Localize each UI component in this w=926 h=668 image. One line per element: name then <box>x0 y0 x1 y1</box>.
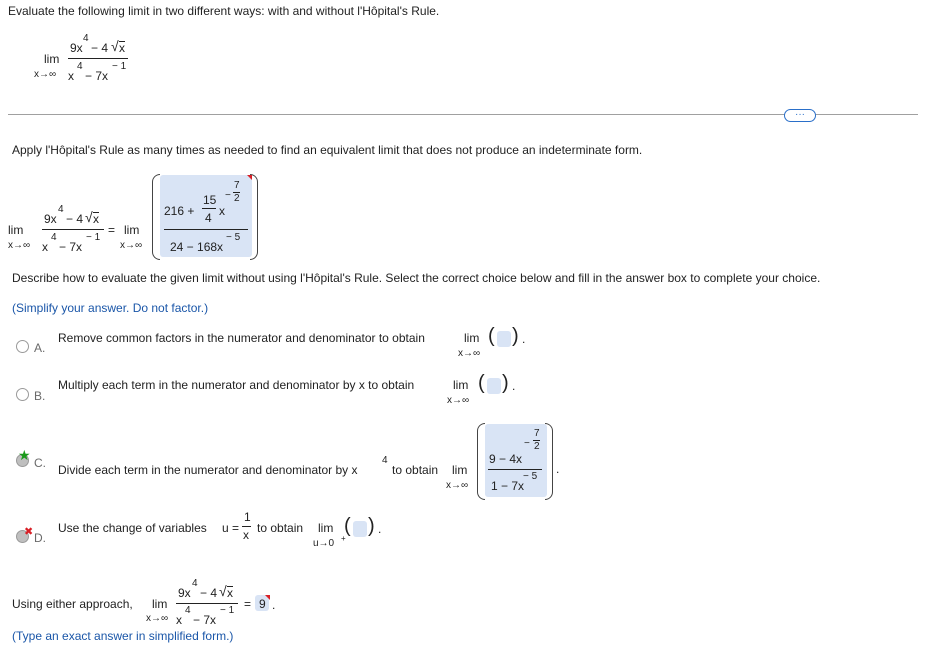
u-equals: u = <box>222 521 240 535</box>
numerator-x: x <box>219 204 225 218</box>
fraction-bar <box>242 526 251 527</box>
choice-c-text-after: to obtain <box>392 463 439 477</box>
numerator-term: 9x <box>44 212 57 226</box>
denominator-term: x <box>68 69 74 83</box>
answer-box-d[interactable] <box>353 521 367 537</box>
exponent-minus: − <box>225 190 231 201</box>
choice-c-letter: C. <box>34 456 46 470</box>
choice-c-text: Divide each term in the numerator and denominator by x <box>58 463 358 477</box>
frac-x: x <box>243 528 249 542</box>
choice-b-letter: B. <box>34 389 46 403</box>
incorrect-marker <box>265 595 270 600</box>
denominator-term: x <box>176 613 182 627</box>
lim-label: lim <box>464 331 480 345</box>
final-lead: Using either approach, <box>12 597 133 611</box>
fraction-bar <box>164 229 248 230</box>
frac-15: 15 <box>203 193 217 207</box>
right-paren <box>250 174 258 260</box>
lim-subscript: x→∞ <box>8 240 31 251</box>
numerator-minus: − 4 <box>66 212 84 226</box>
answer-box-a[interactable] <box>497 331 511 347</box>
period: . <box>512 379 516 393</box>
sqrt-sign: √ <box>111 38 119 54</box>
period: . <box>522 332 526 346</box>
answer-box-b[interactable] <box>487 378 501 394</box>
wrong-x-icon: ✖ <box>24 526 34 538</box>
left-paren <box>477 423 485 500</box>
lim-label: lim <box>152 597 168 611</box>
frac-4: 4 <box>205 211 212 225</box>
lim-label: lim <box>318 521 334 535</box>
right-paren: ) <box>368 515 375 537</box>
left-paren: ( <box>478 372 485 394</box>
numerator-term: 9x <box>70 41 83 55</box>
fraction-bar <box>42 229 104 230</box>
exponent-minus: − <box>524 438 530 449</box>
choice-a-text: Remove common factors in the numerator and denominator to obtain <box>58 331 425 345</box>
divider <box>8 114 918 115</box>
choice-d-letter: D. <box>34 531 46 545</box>
exponent: 4 <box>192 578 198 589</box>
exponent: 4 <box>58 204 64 215</box>
exponent: − 1 <box>86 232 101 243</box>
frac-1: 1 <box>244 510 251 524</box>
numerator-term: 9x <box>178 586 191 600</box>
equals-sign: = <box>244 597 252 611</box>
right-paren: ) <box>502 372 509 394</box>
exponent: 4 <box>83 33 89 44</box>
fraction-bar <box>202 208 216 209</box>
lim-label: lim <box>8 223 24 237</box>
final-answer-value: 9 <box>259 597 266 611</box>
sqrt-radicand: x <box>227 586 233 600</box>
exponent: − 1 <box>220 605 235 616</box>
c-numerator: 9 − 4x <box>489 452 523 466</box>
choice-b-text: Multiply each term in the numerator and denominator by x to obtain <box>58 378 415 392</box>
exponent-2: 2 <box>234 193 240 204</box>
choice-d-text-after: to obtain <box>257 521 304 535</box>
part2-instruction: Describe how to evaluate the given limit without using l'Hôpital's Rule. Select the correct choice below and fill in the answer box to complete your choice. <box>12 271 821 285</box>
choice-d-text: Use the change of variables <box>58 521 207 535</box>
sqrt-radicand: x <box>119 41 125 55</box>
lim-label: lim <box>124 223 140 237</box>
period: . <box>556 462 560 476</box>
more-options-button[interactable]: ··· <box>784 109 816 122</box>
exponent-2: 2 <box>534 441 540 452</box>
exponent: 4 <box>51 232 57 243</box>
lim-label: lim <box>452 463 468 477</box>
numerator-minus: − 4 <box>91 41 109 55</box>
c-denominator: 1 − 7x <box>491 479 525 493</box>
choice-a-letter: A. <box>34 341 46 355</box>
exponent: 4 <box>77 61 83 72</box>
incorrect-marker <box>247 175 252 180</box>
numerator-216: 216 + <box>164 204 195 218</box>
right-paren: ) <box>512 325 519 347</box>
right-paren <box>545 423 553 500</box>
period: . <box>272 598 276 612</box>
simplify-hint: (Simplify your answer. Do not factor.) <box>12 301 209 315</box>
exponent-neg5: − 5 <box>226 232 241 243</box>
problem-prompt: Evaluate the following limit in two different ways: with and without l'Hôpital's Rule. <box>8 4 440 18</box>
choice-b-radio[interactable] <box>16 388 29 401</box>
lim-subscript: u→0 <box>313 538 335 549</box>
exponent-neg5: − 5 <box>523 471 538 482</box>
denominator-minus: − 7x <box>59 240 83 254</box>
lim-label: lim <box>453 378 469 392</box>
lim-subscript: x→∞ <box>446 480 469 491</box>
exponent: 4 <box>382 455 388 466</box>
lim-subscript: x→∞ <box>458 348 481 359</box>
fraction-bar <box>488 469 542 470</box>
exponent-7: 7 <box>234 180 240 191</box>
sqrt-sign: √ <box>219 583 227 599</box>
lim-subscript: x→∞ <box>120 240 143 251</box>
fraction-bar <box>176 603 238 604</box>
choice-a-radio[interactable] <box>16 340 29 353</box>
part1-instruction: Apply l'Hôpital's Rule as many times as needed to find an equivalent limit that does not produce an indeterminate form. <box>12 143 643 157</box>
denominator-term: x <box>42 240 48 254</box>
lim-subscript: x→∞ <box>34 69 57 80</box>
lim-subscript: x→∞ <box>146 613 169 624</box>
lim-subscript: x→∞ <box>447 395 470 406</box>
denominator-minus: − 7x <box>85 69 109 83</box>
plus-superscript: + <box>341 534 346 543</box>
left-paren <box>152 174 160 260</box>
period: . <box>378 522 382 536</box>
numerator-minus: − 4 <box>200 586 218 600</box>
exponent-7: 7 <box>534 428 540 439</box>
left-paren: ( <box>488 325 495 347</box>
sqrt-radicand: x <box>93 212 99 226</box>
sqrt-sign: √ <box>85 209 93 225</box>
denominator-24: 24 − 168x <box>170 240 224 254</box>
equals-sign: = <box>108 223 116 237</box>
correct-star-icon: ★ <box>18 447 31 463</box>
fraction-bar <box>68 58 128 59</box>
exact-answer-hint: (Type an exact answer in simplified form.) <box>12 629 234 643</box>
exponent: 4 <box>185 605 191 616</box>
lim-label: lim <box>44 52 60 66</box>
left-paren: ( <box>344 515 351 537</box>
denominator-minus: − 7x <box>193 613 217 627</box>
exponent: − 1 <box>112 61 127 72</box>
